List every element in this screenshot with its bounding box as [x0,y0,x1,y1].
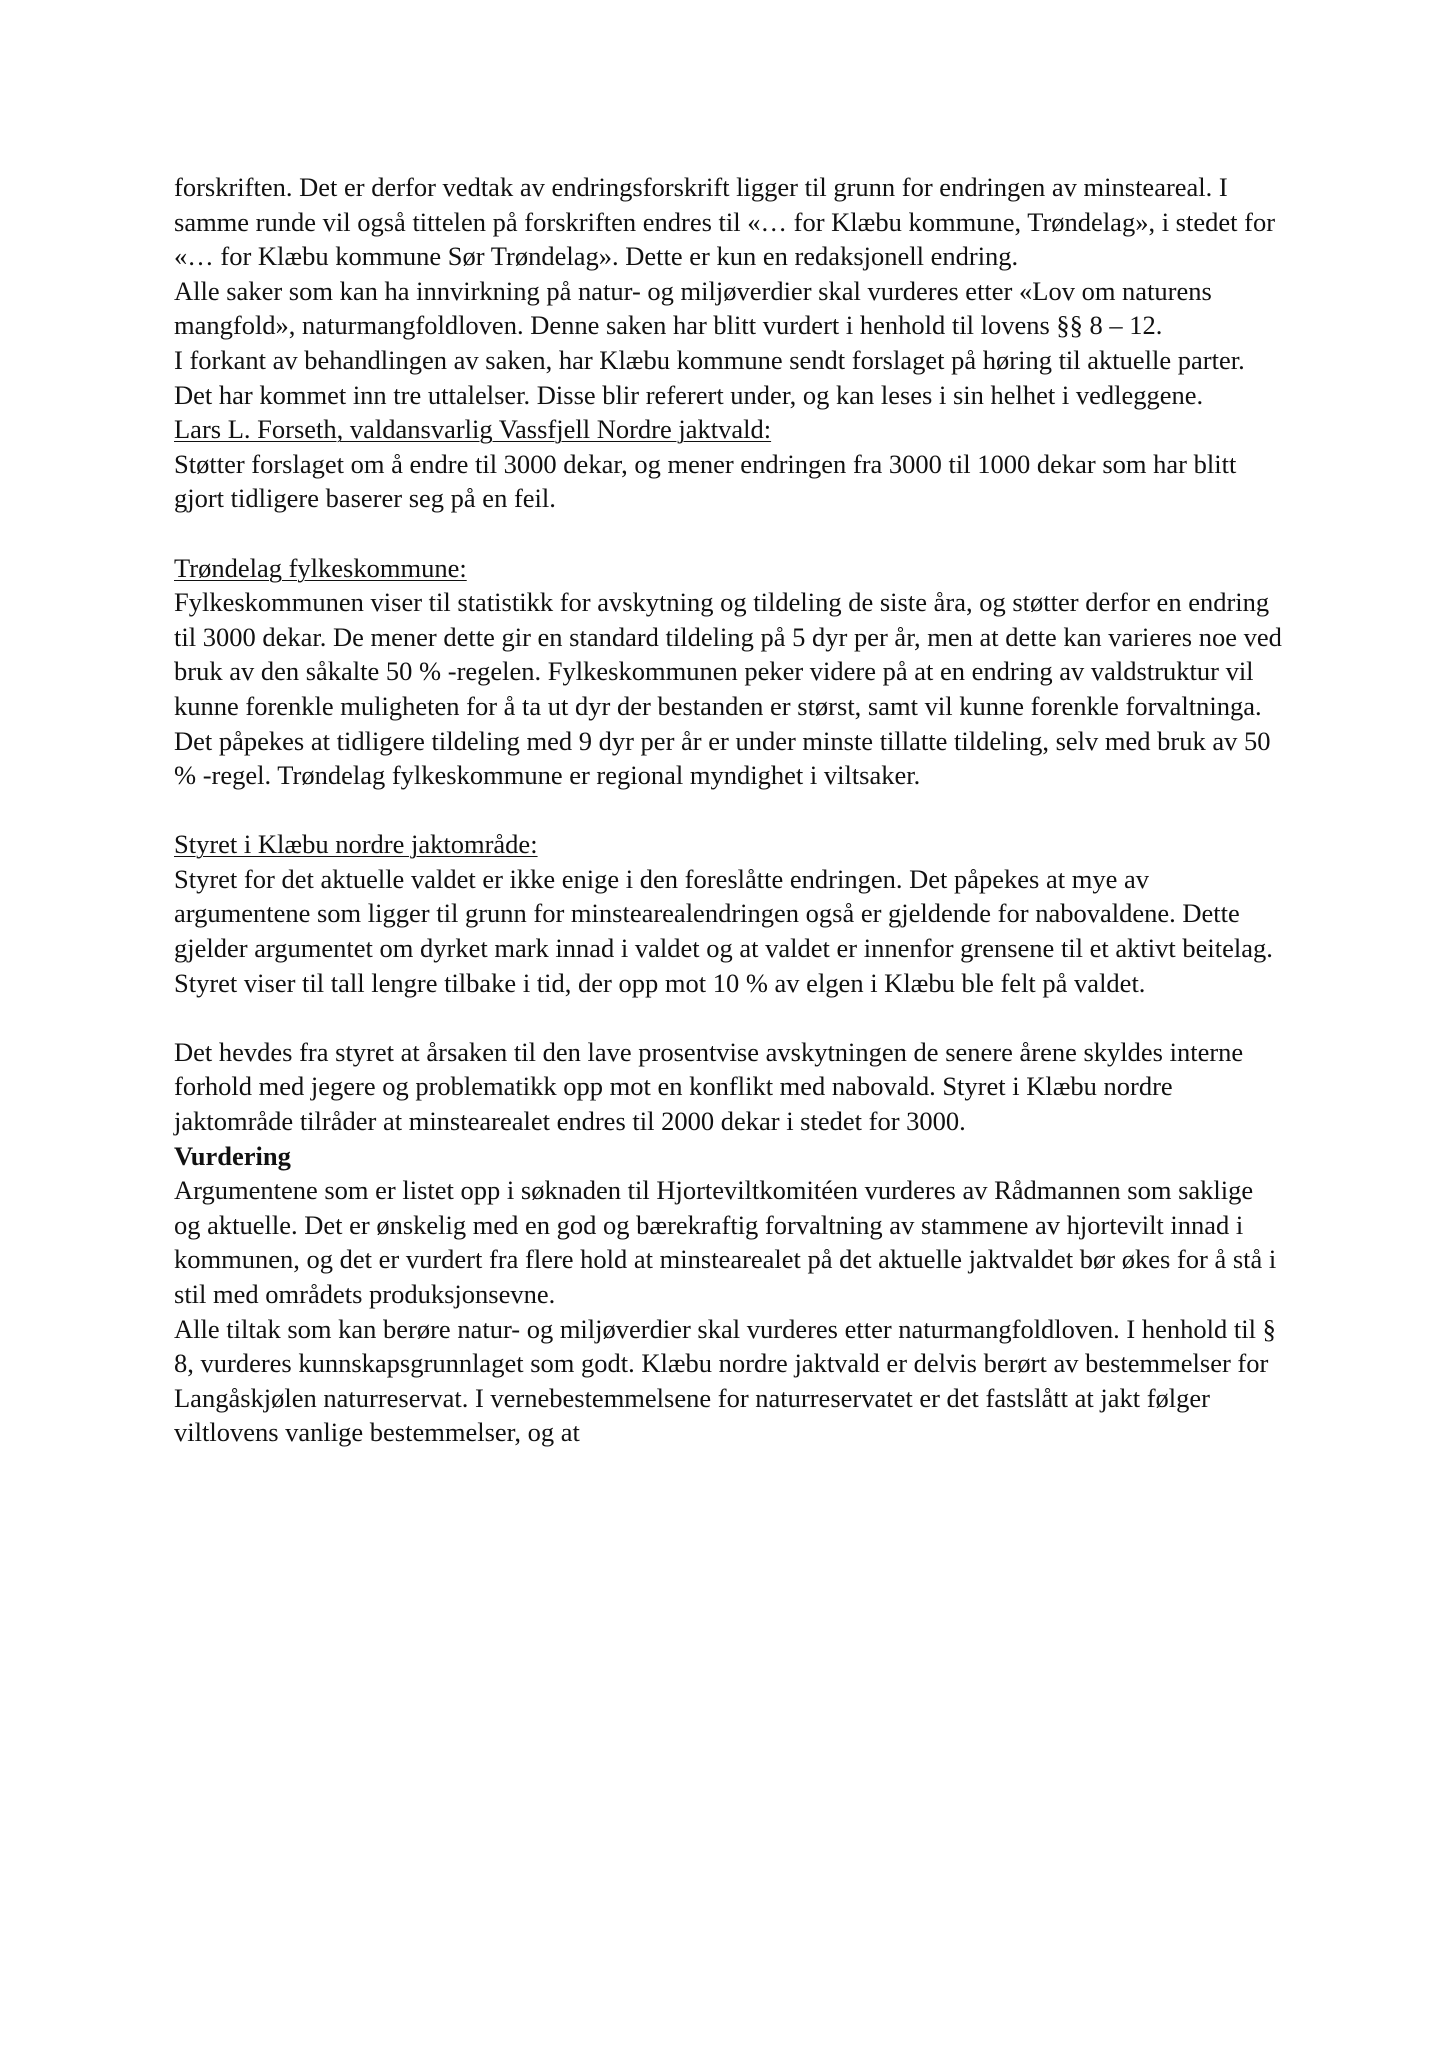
paragraph-naturmangfold: Alle saker som kan ha innvirkning på natur- og miljøverdier skal vurderes etter «Lov om naturens mangfold», naturmangfoldloven. Denne saken har blitt vurdert i henhold til lovens §§ 8 – 12. [174,275,1212,341]
statement-text: Støtter forslaget om å endre til 3000 dekar, og mener endringen fra 3000 til 1000 dekar som har blitt gjort tidligere baserer seg på en feil. [174,448,1237,514]
statement-styret [174,827,1284,1000]
paragraph-styret-continued: Det hevdes fra styret at årsaken til den lave prosentvise avskytningen de senere årene skyldes interne forhold med jegere og problematikk opp mot en konflikt med nabovald. Styret i Klæbu nordre jaktområde tilråder at minstearealet endres til 2000 dekar i stedet for 3000. [174,1036,1244,1137]
paragraph-horing: I forkant av behandlingen av saken, har Klæbu kommune sendt forslaget på høring til aktuelle parter. Det har kommet inn tre uttalelser. Disse blir referert under, og kan leses i sin helhet i vedleggene. [174,344,1245,410]
statement-heading: Trøndelag fylkeskommune: [174,552,467,583]
paragraph-vurdering-tiltak: Alle tiltak som kan berøre natur- og miljøverdier skal vurderes etter naturmangfoldloven. I henhold til § 8, vurderes kunnskapsgrunnlaget som godt. Klæbu nordre jaktvald er delvis berørt av bestemmelser for Langåskjølen naturreservat. I vernebestemmelsene for naturreservatet er det fastslått at jakt følger viltlovens vanlige bestemmelser, og at [174,1313,1276,1448]
paragraph-vurdering-argumenter: Argumentene som er listet opp i søknaden til Hjorteviltkomitéen vurderes av Rådmannen som saklige og aktuelle. Det er ønskelig med en god og bærekraftig forvaltning av stammene av hjortevilt innad i kommunen, og det er vurdert fra flere hold at minstearealet på det aktuelle jaktvaldet bør økes for å stå i stil med områdets produksjonsevne. [174,1175,1277,1309]
document-body [174,170,1284,1450]
statement-heading: Lars L. Forseth, valdansvarlig Vassfjell Nordre jaktvald: [174,414,772,445]
statement-fylkeskommune [174,551,1284,793]
statement-text: Styret for det aktuelle valdet er ikke enige i den foreslåtte endringen. Det påpekes at mye av argumentene som ligger til grunn for minstearealendringen også er gjeldende for nabovaldene. Dette gjelder argumentet om dyrket mark innad i valdet og at valdet er innenfor grensene til et aktivt beitelag. Styret viser til tall lengre tilbake i tid, der opp mot 10 % av elgen i Klæbu ble felt på valdet. [174,863,1273,998]
section-heading-vurdering: Vurdering [174,1140,291,1171]
statement-text: Fylkeskommunen viser til statistikk for avskytning og tildeling de siste åra, og støtter derfor en endring til 3000 dekar. De mener dette gir en standard tildeling på 5 dyr per år, men at dette kan varieres noe ved bruk av den såkalte 50 % -regelen. Fylkeskommunen peker videre på at en endring av valdstruktur vil kunne forenkle muligheten for å ta ut dyr der bestanden er størst, samt vil kunne forenkle forvaltninga. Det påpekes at tidligere tildeling med 9 dyr per år er under minste tillatte tildeling, selv med bruk av 50 % -regel. Trøndelag fylkeskommune er regional myndighet i viltsaker. [174,587,1282,791]
paragraph-forskrift: forskriften. Det er derfor vedtak av endringsforskrift ligger til grunn for endringen av minsteareal. I samme runde vil også tittelen på forskriften endres til «… for Klæbu kommune, Trøndelag», i stedet for «… for Klæbu kommune Sør Trøndelag». Dette er kun en redaksjonell endring. [174,172,1276,272]
statement-forseth [174,412,1284,516]
statement-heading: Styret i Klæbu nordre jaktområde: [174,829,538,860]
